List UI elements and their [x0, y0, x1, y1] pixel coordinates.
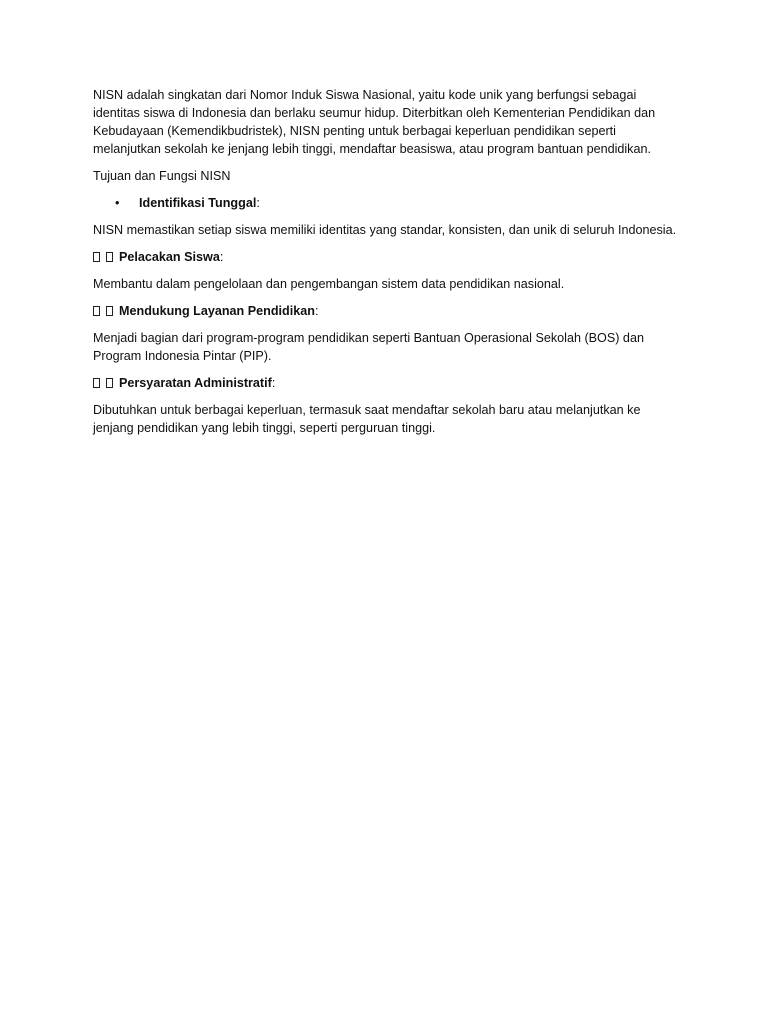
item-description: Menjadi bagian dari program-program pendidikan seperti Bantuan Operasional Sekolah (BOS) dan Program Indonesia Pintar (PIP).: [93, 331, 644, 363]
item-colon: :: [219, 250, 224, 264]
item-description: Membantu dalam pengelolaan dan pengembangan sistem data pendidikan nasional.: [93, 277, 565, 291]
item-colon: :: [314, 304, 319, 318]
missing-glyph-icon: [106, 252, 113, 262]
list-item-heading: [93, 194, 683, 212]
document-body: [93, 86, 683, 446]
item-description: NISN memastikan setiap siswa memiliki identitas yang standar, konsisten, dan unik di seluruh Indonesia.: [93, 223, 677, 237]
item-colon: :: [271, 376, 276, 390]
item-title: Pelacakan Siswa: [119, 250, 220, 264]
item-description: Dibutuhkan untuk berbagai keperluan, termasuk saat mendaftar sekolah baru atau melanjutkan ke jenjang pendidikan yang lebih tinggi, seperti perguruan tinggi.: [93, 403, 641, 435]
item-title: Persyaratan Administratif: [119, 376, 272, 390]
missing-glyph-icon: [93, 378, 100, 388]
list-item-heading: [93, 302, 683, 320]
intro-paragraph: NISN adalah singkatan dari Nomor Induk Siswa Nasional, yaitu kode unik yang berfungsi sebagai identitas siswa di Indonesia dan berlaku seumur hidup. Diterbitkan oleh Kementerian Pendidikan dan Kebudayaan (Kemendikbudristek), NISN penting untuk berbagai keperluan pendidikan seperti melanjutkan sekolah ke jenjang lebih tinggi, mendaftar beasiswa, atau program bantuan pendidikan.: [93, 88, 656, 156]
item-title: Identifikasi Tunggal: [139, 196, 257, 210]
item-title: Mendukung Layanan Pendidikan: [119, 304, 315, 318]
missing-glyph-icon: [93, 252, 100, 262]
bullet-icon: •: [115, 196, 120, 210]
item-colon: :: [256, 196, 260, 210]
missing-glyph-icon: [106, 378, 113, 388]
list-item-heading: [93, 374, 683, 392]
section-title: Tujuan dan Fungsi NISN: [93, 169, 231, 183]
missing-glyph-icon: [93, 306, 100, 316]
list-item-heading: [93, 248, 683, 266]
missing-glyph-icon: [106, 306, 113, 316]
